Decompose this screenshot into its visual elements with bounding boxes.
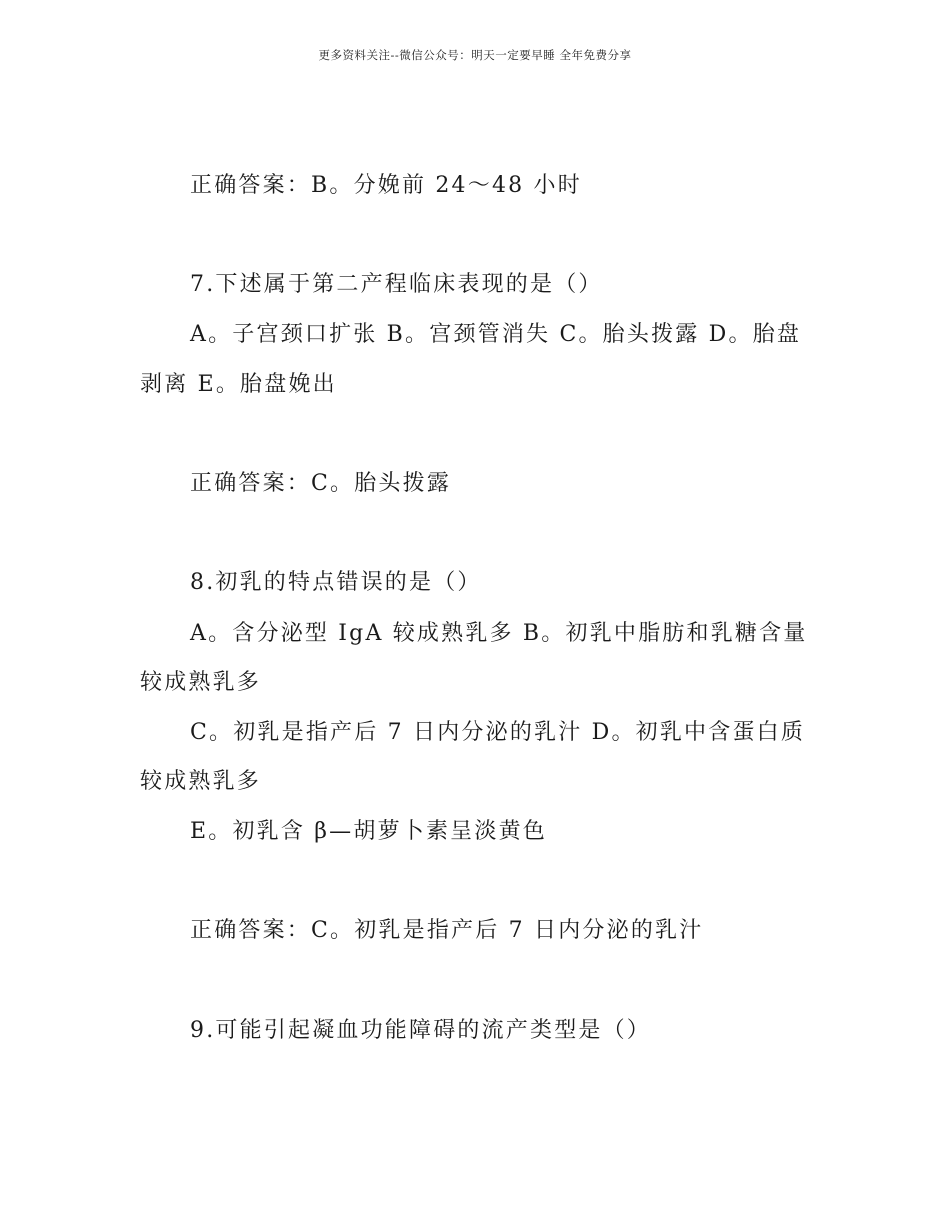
answer-8: 正确答案：C。初乳是指产后 7 日内分泌的乳汁 (190, 918, 704, 943)
question-8-option-e: E。初乳含 β—胡萝卜素呈淡黄色 (190, 819, 547, 844)
question-9: 9.可能引起凝血功能障碍的流产类型是（） (190, 1018, 651, 1043)
question-8-options-cd-line-1: C。初乳是指产后 7 日内分泌的乳汁 D。初乳中含蛋白质 (190, 720, 806, 745)
page-header: 更多资料关注--微信公众号：明天一定要早睡 全年免费分享 (318, 48, 632, 62)
answer-6: 正确答案：B。分娩前 24～48 小时 (190, 173, 582, 198)
answer-7: 正确答案：C。胎头拨露 (190, 471, 452, 496)
question-7-options-line-2: 剥离 E。胎盘娩出 (140, 372, 337, 397)
question-7: 7.下述属于第二产程临床表现的是（） (190, 272, 603, 297)
question-8-options-ab-line-2: 较成熟乳多 (140, 670, 262, 695)
question-7-options-line-1: A。子宫颈口扩张 B。宫颈管消失 C。胎头拨露 D。胎盘 (190, 322, 802, 347)
question-8-options-cd-line-2: 较成熟乳多 (140, 769, 262, 794)
question-8: 8.初乳的特点错误的是（） (190, 570, 482, 595)
question-8-options-ab-line-1: A。含分泌型 IgA 较成熟乳多 B。初乳中脂肪和乳糖含量 (190, 621, 808, 646)
